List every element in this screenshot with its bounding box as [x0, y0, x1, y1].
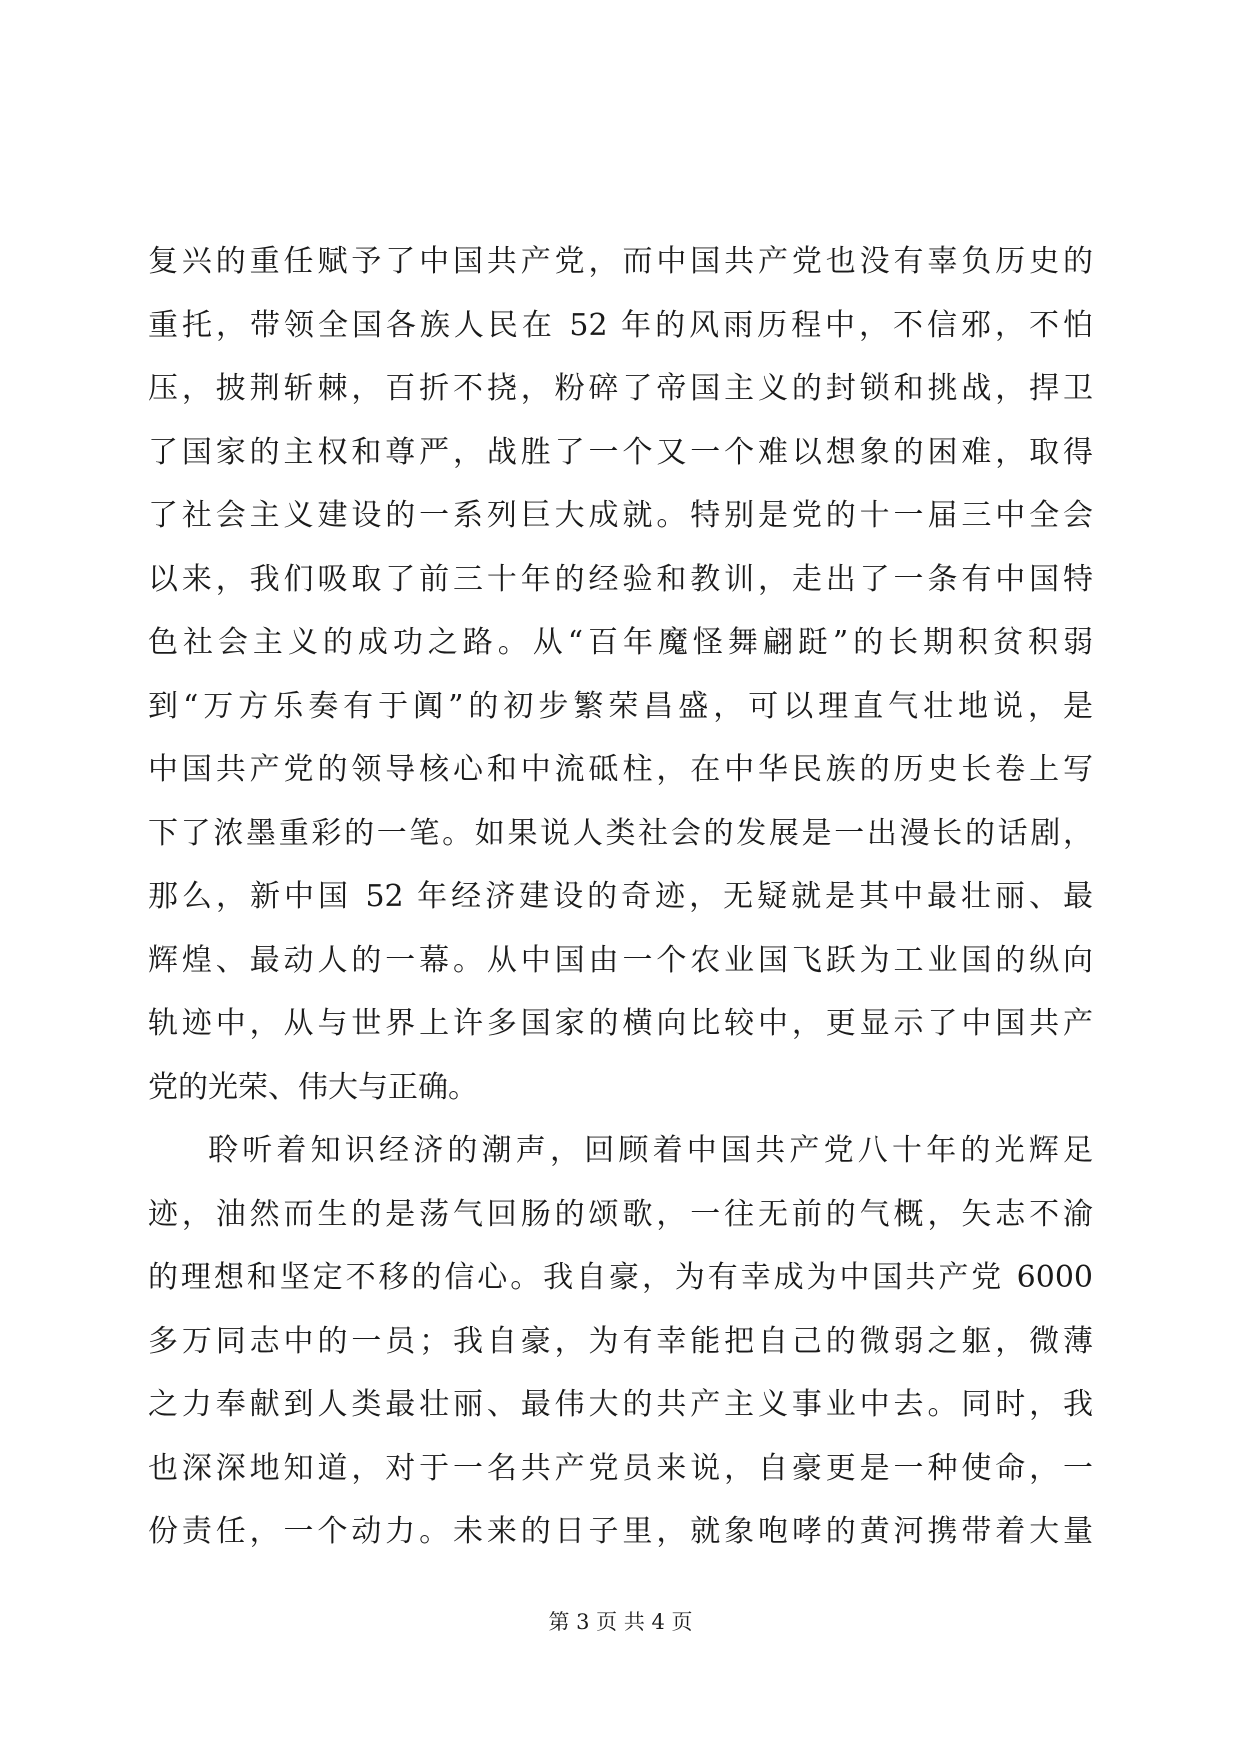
text-line: 了国家的主权和尊严，战胜了一个又一个难以想象的困难，取得: [148, 434, 1093, 470]
text-line: 迹，油然而生的是荡气回肠的颂歌，一往无前的气概，矢志不渝: [148, 1196, 1093, 1232]
text-line: 中国共产党的领导核心和中流砥柱，在中华民族的历史长卷上写: [148, 752, 1093, 787]
text-line: 压，披荆斩棘，百折不挠，粉碎了帝国主义的封锁和挑战，捍卫: [148, 371, 1093, 406]
text-line: 党的光荣、伟大与正确。: [148, 1069, 478, 1105]
page-number: 第 3 页 共 4 页: [548, 1610, 693, 1634]
document-body: [148, 230, 1093, 1564]
text-line: 聆听着知识经济的潮声，回顾着中国共产党八十年的光辉足: [208, 1133, 1093, 1168]
text-line: 到“万方乐奏有于阗”的初步繁荣昌盛，可以理直气壮地说，是: [148, 688, 1093, 724]
page-footer: [0, 1607, 1241, 1637]
text-line: 轨迹中，从与世界上许多国家的横向比较中，更显示了中国共产: [148, 1006, 1093, 1041]
text-line: 份责任，一个动力。未来的日子里，就象咆哮的黄河携带着大量: [148, 1514, 1093, 1549]
text-line: 下了浓墨重彩的一笔。如果说人类社会的发展是一出漫长的话剧，: [148, 815, 1093, 851]
text-line: 重托，带领全国各族人民在 52 年的风雨历程中，不信邪，不怕: [148, 307, 1093, 343]
text-line: 之力奉献到人类最壮丽、最伟大的共产主义事业中去。同时，我: [148, 1387, 1093, 1422]
text-line: 那么，新中国 52 年经济建设的奇迹，无疑就是其中最壮丽、最: [148, 879, 1093, 914]
text-line: 以来，我们吸取了前三十年的经验和教训，走出了一条有中国特: [148, 561, 1093, 597]
text-line: 多万同志中的一员；我自豪，为有幸能把自己的微弱之躯，微薄: [148, 1323, 1093, 1359]
text-line: 复兴的重任赋予了中国共产党，而中国共产党也没有辜负历史的: [148, 244, 1093, 279]
paragraph-1: [148, 230, 1093, 1119]
paragraph-2: [148, 1119, 1093, 1564]
text-line: 色社会主义的成功之路。从“百年魔怪舞翩跹”的长期积贫积弱: [148, 625, 1093, 660]
text-line: 了社会主义建设的一系列巨大成就。特别是党的十一届三中全会: [148, 498, 1093, 533]
text-line: 的理想和坚定不移的信心。我自豪，为有幸成为中国共产党 6000: [148, 1260, 1093, 1295]
text-line: 辉煌、最动人的一幕。从中国由一个农业国飞跃为工业国的纵向: [148, 942, 1093, 978]
text-line: 也深深地知道，对于一名共产党员来说，自豪更是一种使命，一: [148, 1450, 1093, 1486]
